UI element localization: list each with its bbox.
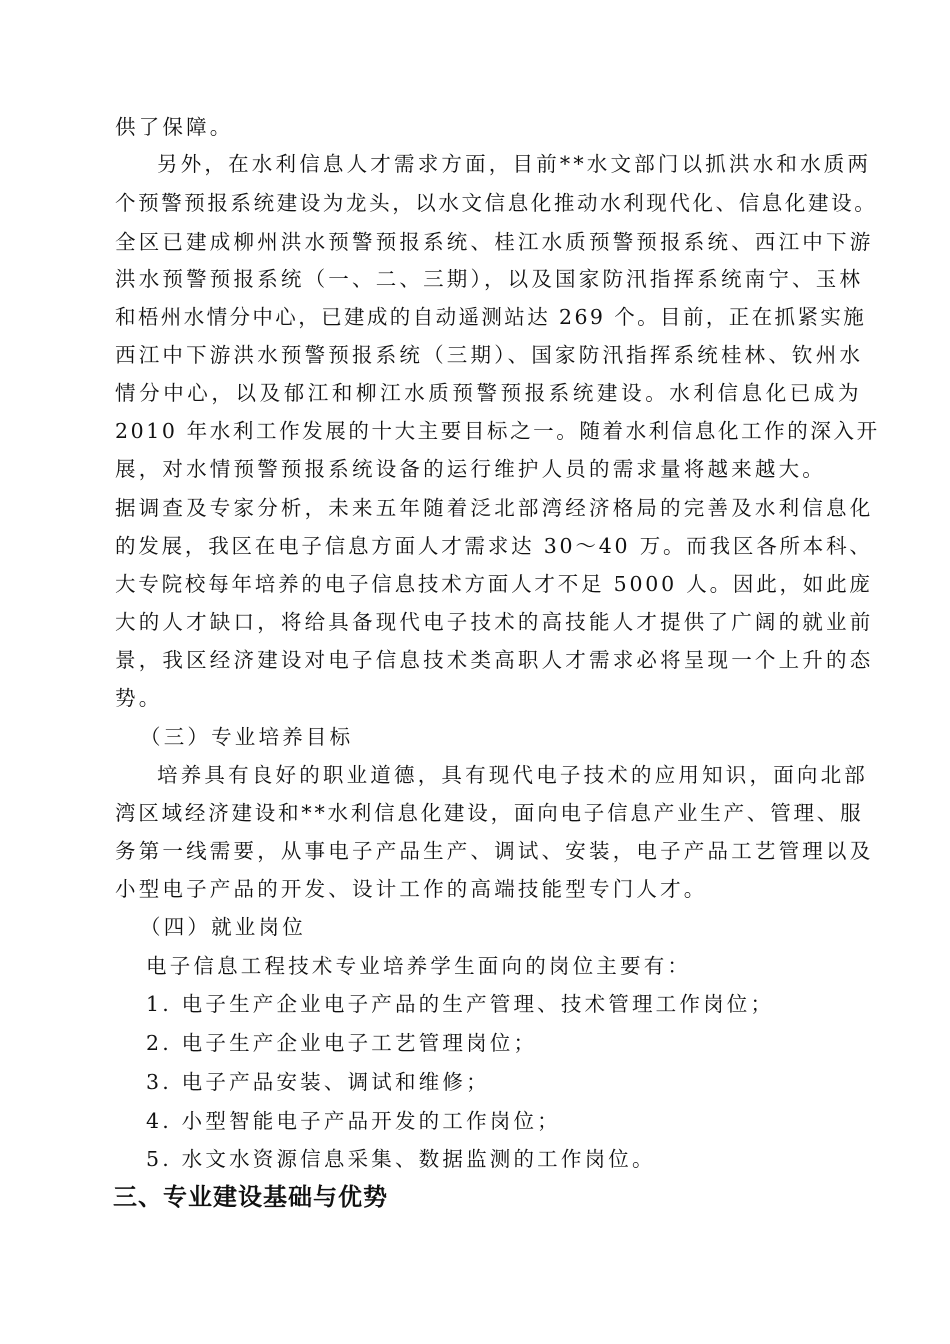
paragraph-line: 2010 年水利工作发展的十大主要目标之一。随着水利信息化工作的深入开 — [115, 419, 880, 443]
paragraph-line: 个预警预报系统建设为龙头，以水文信息化推动水利现代化、信息化建设。 — [115, 191, 878, 215]
paragraph-line: 务第一线需要，从事电子产品生产、调试、安装，电子产品工艺管理以及 — [115, 839, 874, 863]
paragraph-line: 展，对水情预警预报系统设备的运行维护人员的需求量将越来越大。 — [115, 457, 826, 481]
section-title: （四）就业岗位 — [140, 915, 306, 939]
paragraph-line: 小型电子产品的开发、设计工作的高端技能型专门人才。 — [115, 877, 708, 901]
paragraph-line: 景，我区经济建设对电子信息技术类高职人才需求必将呈现一个上升的态 — [115, 648, 874, 672]
list-item: 1. 电子生产企业电子产品的生产管理、技术管理工作岗位； — [146, 992, 775, 1016]
paragraph-line: 供了保障。 — [115, 115, 234, 139]
paragraph-line: 湾区域经济建设和**水利信息化建设，面向电子信息产业生产、管理、服 — [115, 801, 864, 825]
paragraph-line: 大专院校每年培养的电子信息技术方面人才不足 5000 人。因此，如此庞 — [115, 572, 873, 596]
paragraph-line: 和梧州水情分中心，已建成的自动遥测站达 269 个。目前，正在抓紧实施 — [115, 305, 867, 329]
list-item: 5. 水文水资源信息采集、数据监测的工作岗位。 — [146, 1147, 656, 1171]
paragraph-line: 洪水预警预报系统（一、二、三期），以及国家防汛指挥系统南宁、玉林 — [115, 267, 864, 291]
paragraph-line: 大的人才缺口，将给具备现代电子技术的高技能人才提供了广阔的就业前 — [115, 610, 874, 634]
list-item: 4. 小型智能电子产品开发的工作岗位； — [146, 1109, 561, 1133]
paragraph-line: 势。 — [115, 686, 163, 710]
paragraph-line: 西江中下游洪水预警预报系统（三期）、国家防汛指挥系统桂林、钦州水 — [115, 343, 864, 367]
list-item: 3. 电子产品安装、调试和维修； — [146, 1070, 490, 1094]
paragraph-line: 电子信息工程技术专业培养学生面向的岗位主要有： — [146, 954, 692, 978]
paragraph-line: 另外，在水利信息人才需求方面，目前**水文部门以抓洪水和水质两 — [157, 152, 872, 176]
section-title: （三）专业培养目标 — [140, 725, 354, 749]
paragraph-line: 全区已建成柳州洪水预警预报系统、桂江水质预警预报系统、西江中下游 — [115, 230, 874, 254]
paragraph-line: 培养具有良好的职业道德，具有现代电子技术的应用知识，面向北部 — [157, 763, 868, 787]
list-item: 2. 电子生产企业电子工艺管理岗位； — [146, 1031, 538, 1055]
paragraph-line: 据调查及专家分析，未来五年随着泛北部湾经济格局的完善及水利信息化 — [115, 496, 874, 520]
paragraph-line: 的发展，我区在电子信息方面人才需求达 30～40 万。而我区各所本科、 — [115, 534, 873, 558]
paragraph-line: 情分中心，以及郁江和柳江水质预警预报系统建设。水利信息化已成为 — [115, 381, 863, 405]
chapter-heading: 三、专业建设基础与优势 — [113, 1183, 388, 1211]
